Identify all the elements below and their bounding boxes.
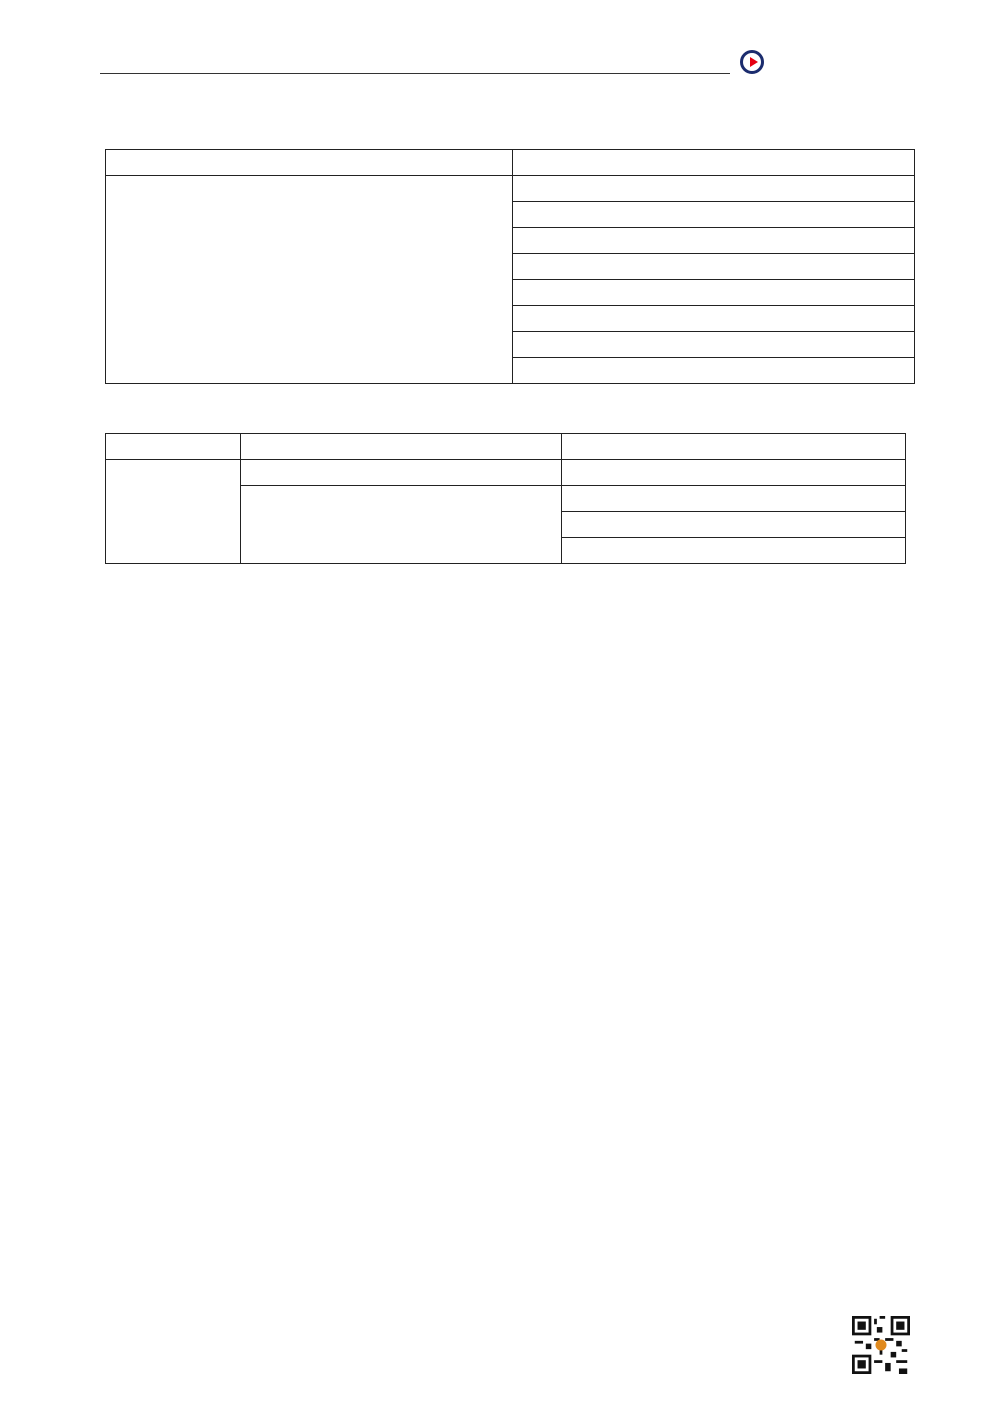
- overview-section-cell: [106, 460, 241, 564]
- chapter-table-header: [513, 150, 915, 176]
- section-cell: [513, 176, 915, 202]
- overview-point-cell: [562, 538, 906, 564]
- overview-table: [105, 433, 906, 564]
- chapter-name-cell: [106, 176, 513, 384]
- section-cell: [513, 254, 915, 280]
- section-cell: [513, 202, 915, 228]
- qr-code-icon: [852, 1316, 910, 1374]
- chapter-table-header: [106, 150, 513, 176]
- section-cell: [513, 306, 915, 332]
- overview-item-cell: [241, 460, 562, 486]
- section-cell: [513, 332, 915, 358]
- overview-label: [126, 409, 923, 433]
- overview-item-cell: [241, 486, 562, 564]
- logo: [738, 40, 918, 100]
- overview-point-cell: [562, 486, 906, 512]
- section-cell: [513, 280, 915, 306]
- framework-label: [126, 125, 923, 149]
- chapter-title: [0, 98, 1000, 125]
- overview-point-cell: [562, 460, 906, 486]
- overview-table-header: [106, 434, 241, 460]
- section-cell: [513, 228, 915, 254]
- page-content: [143, 98, 923, 565]
- header-divider: [100, 73, 730, 74]
- overview-table-header: [562, 434, 906, 460]
- logo-play-icon: [740, 50, 764, 74]
- chapter-table: [105, 149, 915, 384]
- section-title: [0, 384, 1000, 409]
- overview-table-header: [241, 434, 562, 460]
- overview-point-cell: [562, 512, 906, 538]
- section-cell: [513, 358, 915, 384]
